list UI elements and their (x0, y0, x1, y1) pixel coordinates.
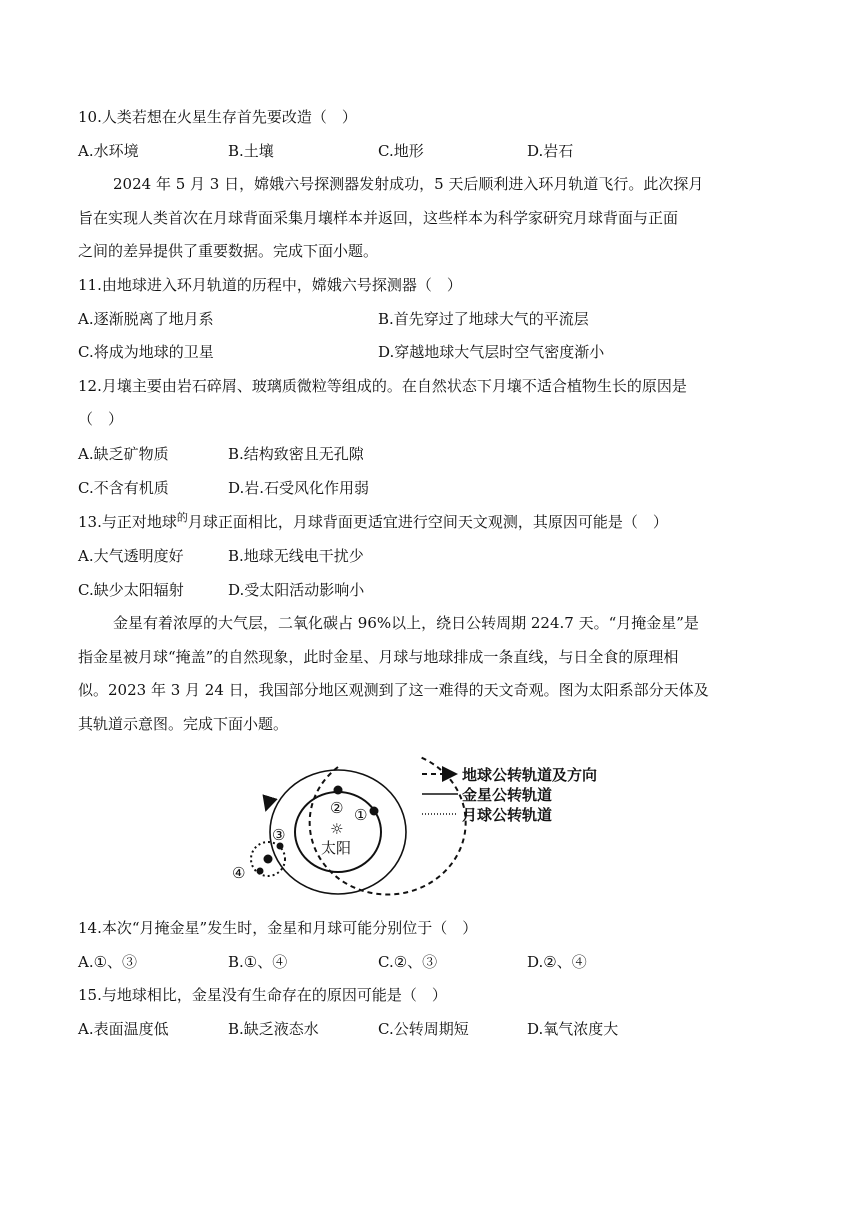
q12-option-a: A.缺乏矿物质 (78, 445, 169, 463)
q13-option-b: B.地球无线电干扰少 (228, 547, 364, 565)
q13-stem (78, 512, 668, 534)
sun-label: 太阳 (321, 839, 352, 857)
q12-stem-line-1: 12.月壤主要由岩石碎屑、玻璃质微粒等组成的。在自然状态下月壤不适合植物生长的原因是 (78, 377, 687, 395)
q13-stem-post: 月球正面相比，月球背面更适宜进行空间天文观测，其原因可能是（ ） (187, 513, 668, 531)
passage1-line-2: 旨在实现人类首次在月球背面采集月壤样本并返回，这些样本为科学家研究月球背面与正面 (78, 209, 679, 227)
q15-option-a: A.表面温度低 (78, 1020, 169, 1038)
legend-earth-orbit: 地球公转轨道及方向 (462, 766, 598, 784)
venus-point-2 (334, 786, 343, 795)
passage2-line-4: 其轨道示意图。完成下面小题。 (78, 715, 289, 733)
solar-system-orbit-diagram (230, 752, 630, 902)
q11-option-a: A.逐渐脱离了地月系 (78, 310, 214, 328)
passage2-line-2: 指金星被月球“掩盖”的自然现象，此时金星、月球与地球排成一条直线，与日全食的原理相 (78, 648, 679, 666)
q14-option-c: C.②、③ (378, 953, 438, 971)
q12-option-b: B.结构致密且无孔隙 (228, 445, 364, 463)
marker-4: ④ (232, 864, 246, 882)
sun-icon: ☼ (330, 820, 344, 838)
q11-stem: 11.由地球进入环月轨道的历程中，嫦娥六号探测器（ ） (78, 276, 462, 294)
q10-option-c: C.地形 (378, 142, 424, 160)
q14-option-a: A.①、③ (78, 953, 138, 971)
q11-option-b: B.首先穿过了地球大气的平流层 (378, 310, 589, 328)
venus-point-1 (370, 807, 379, 816)
passage1-line-1: 2024 年 5 月 3 日，嫦娥六号探测器发射成功，5 天后顺利进入环月轨道飞行。此次探月 (113, 175, 704, 193)
q14-option-b: B.①、④ (228, 953, 288, 971)
q13-option-a: A.大气透明度好 (78, 547, 184, 565)
q10-option-a: A.水环境 (78, 142, 139, 160)
legend-venus-orbit: 金星公转轨道 (462, 786, 553, 804)
q10-option-b: B.土壤 (228, 142, 274, 160)
q13-option-d: D.受太阳活动影响小 (228, 581, 365, 599)
q14-option-d: D.②、④ (527, 953, 587, 971)
q14-stem: 14.本次“月掩金星”发生时，金星和月球可能分别位于（ ） (78, 919, 478, 937)
q13-stem-pre: 13.与正对地球 (78, 513, 177, 531)
passage2-line-3: 似。2023 年 3 月 24 日，我国部分地区观测到了这一难得的天文奇观。图为太阳系部分天体及 (78, 681, 709, 699)
legend-moon-orbit: 月球公转轨道 (462, 806, 553, 824)
q12-option-d: D.岩.石受风化作用弱 (228, 479, 370, 497)
q15-stem: 15.与地球相比，金星没有生命存在的原因可能是（ ） (78, 986, 447, 1004)
q13-stem-sup: 的 (176, 511, 188, 524)
q12-stem-line-2: （ ） (78, 410, 124, 428)
q11-option-c: C.将成为地球的卫星 (78, 343, 214, 361)
q10-option-d: D.岩石 (527, 142, 574, 160)
marker-1: ① (354, 806, 368, 824)
marker-3: ③ (272, 826, 286, 844)
moon-point-4 (257, 868, 264, 875)
q10-stem: 10.人类若想在火星生存首先要改造（ ） (78, 108, 357, 126)
q15-option-d: D.氧气浓度大 (527, 1020, 619, 1038)
passage2-line-1: 金星有着浓厚的大气层，二氧化碳占 96%以上，绕日公转周期 224.7 天。“月掩金星”是 (113, 614, 699, 632)
q15-option-b: B.缺乏液态水 (228, 1020, 319, 1038)
passage1-line-3: 之间的差异提供了重要数据。完成下面小题。 (78, 242, 379, 260)
q12-option-c: C.不含有机质 (78, 479, 169, 497)
earth-orbit-arrow (266, 797, 270, 810)
q11-option-d: D.穿越地球大气层时空气密度渐小 (378, 343, 605, 361)
q13-option-c: C.缺少太阳辐射 (78, 581, 184, 599)
earth-point (264, 855, 273, 864)
marker-2: ② (330, 799, 344, 817)
q15-option-c: C.公转周期短 (378, 1020, 469, 1038)
